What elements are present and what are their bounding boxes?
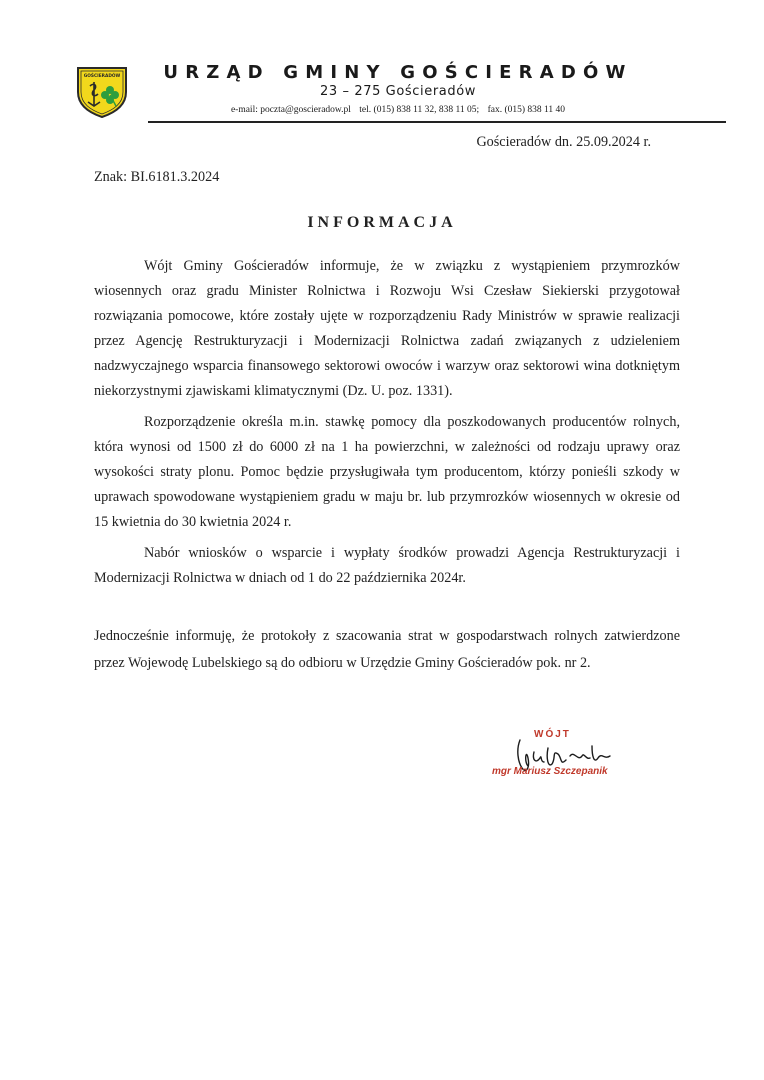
office-fax: fax. (015) 838 11 40 (487, 105, 566, 115)
paragraph: Rozporządzenie określa m.in. stawkę pomocy dla poszkodowanych producentów rolnych, która wynosi od 1500 zł do 6000 zł na 1 ha powierzchni, w zależności od rodzaju uprawy oraz wysokości straty plonu. Pomoc będzie przysługiwała tym producentom, którzy ponieśli szkody w uprawach spowodowane wystąpieniem gradu w maju br. lub przymrozków wiosennych w okresie od 15 kwietnia do 30 kwietnia 2024 r. (94, 414, 680, 530)
signature-stamp (486, 728, 636, 790)
office-phone: tel. (015) 838 11 32, 838 11 05; (359, 105, 480, 115)
closing-note (94, 623, 680, 677)
coat-of-arms-icon (72, 62, 132, 118)
date-line: Gościeradów dn. 25.09.2024 r. (476, 134, 651, 150)
handwritten-signature (486, 728, 636, 790)
stamp-title: WÓJT (534, 729, 571, 740)
paragraph: Wójt Gminy Gościeradów informuje, że w związku z wystąpieniem przymrozków wiosennych oraz gradu Minister Rolnictwa i Rozwoju Wsi Czesław Siekierski przygotował rozwiązania pomocowe, które zostały ujęte w rozporządzeniu Rady Ministrów w sprawie realizacji przez Agencję Restrukturyzacji i Modernizacji Rolnictwa zadań związanych z udzieleniem nadzwyczajnego wsparcia finansowego sektorowi owoców i warzyw oraz sektorowi wina dotkniętym niekorzystnymi zjawiskami klimatycznymi (Dz. U. poz. 1331). (94, 258, 680, 399)
office-email: e-mail: poczta@goscieradow.pl (230, 105, 351, 115)
office-name: URZĄD GMINY GOŚCIERADÓW (163, 62, 633, 83)
header-divider (148, 121, 726, 123)
svg-text:GOŚCIERADÓW: GOŚCIERADÓW (83, 74, 121, 79)
stamp-name: mgr Mariusz Szczepanik (492, 766, 608, 777)
reference-number: Znak: BI.6181.3.2024 (94, 169, 220, 185)
paragraph: Nabór wniosków o wsparcie i wypłaty środków prowadzi Agencja Restrukturyzacji i Modernizacji Rolnictwa w dniach od 1 do 22 października 2024r. (94, 545, 680, 586)
document-title: INFORMACJA (307, 214, 457, 231)
document-body (94, 254, 680, 591)
office-address: 23 – 275 Gościeradów (320, 84, 476, 99)
office-contact (148, 105, 648, 115)
closing-paragraph: Jednocześnie informuję, że protokoły z szacowania strat w gospodarstwach rolnych zatwierdzone przez Wojewodę Lubelskiego są do odbioru w Urzędzie Gminy Gościeradów pok. nr 2. (94, 628, 680, 671)
letterhead (72, 60, 652, 126)
